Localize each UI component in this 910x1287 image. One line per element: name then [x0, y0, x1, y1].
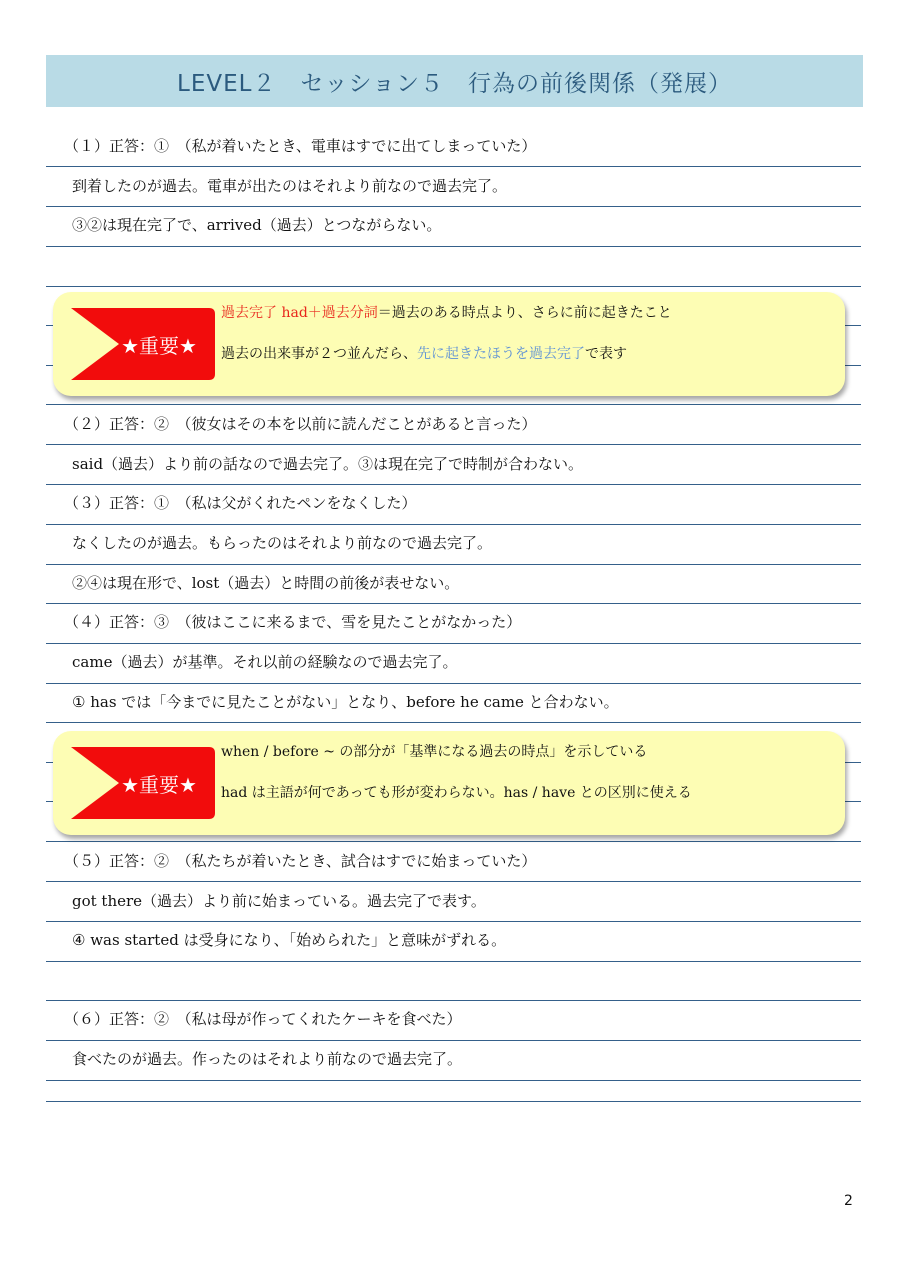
rule-line [46, 1000, 861, 1001]
rule-line [46, 961, 861, 962]
rule-line [46, 1101, 861, 1102]
q3-explanation-1: なくしたのが過去。もらったのはそれより前なので過去完了。 [72, 534, 493, 552]
q1-answer: （１）正答：① （私が着いたとき、電車はすでに出てしまっていた） [64, 137, 537, 155]
q3-explanation-2: ②④は現在形で、lost（過去）と時間の前後が表せない。 [72, 574, 460, 592]
q6-explanation-1: 食べたのが過去。作ったのはそれより前なので過去完了。 [72, 1050, 463, 1068]
q3-answer: （３）正答：① （私は父がくれたペンをなくした） [64, 494, 417, 512]
q2-answer: （２）正答：② （彼女はその本を以前に読んだことがあると言った） [64, 415, 537, 433]
rule-line [46, 643, 861, 644]
q5-explanation-1: got there（過去）より前に始まっている。過去完了で表す。 [72, 892, 486, 910]
rule-line [46, 1040, 861, 1041]
badge-label: ★重要★ [121, 772, 197, 797]
rule-line [46, 841, 861, 842]
rule-line [46, 881, 861, 882]
callout1-line2-end: で表す [585, 346, 627, 362]
callout1-line-1 [221, 304, 672, 322]
q5-explanation-2: ④ was started は受身になり、「始められた」と意味がずれる。 [72, 931, 507, 949]
q2-explanation-1: said（過去）より前の話なので過去完了。③は現在完了で時制が合わない。 [72, 455, 584, 473]
rule-line [46, 564, 861, 565]
rule-line [46, 484, 861, 485]
rule-line [46, 286, 861, 287]
callout1-line2-start: 過去の出来事が２つ並んだら、 [221, 346, 417, 362]
q4-answer: （４）正答：③ （彼はここに来るまで、雪を見たことがなかった） [64, 613, 522, 631]
page-title-bar [46, 55, 863, 107]
rule-line [46, 166, 861, 167]
callout2-line-2: had は主語が何であっても形が変わらない。has / have との区別に使える [221, 785, 692, 801]
rule-line [46, 921, 861, 922]
page-title: LEVEL２ セッション５ 行為の前後関係（発展） [177, 70, 732, 97]
q4-explanation-2: ① has では「今までに見たことがない」となり、before he came と合わない。 [72, 693, 619, 711]
important-badge [67, 308, 215, 380]
rule-line [46, 246, 861, 247]
q6-answer: （６）正答：② （私は母が作ってくれたケーキを食べた） [64, 1010, 462, 1028]
callout1-line1-rest: ＝過去のある時点より、さらに前に起きたこと [377, 305, 672, 321]
rule-line [46, 1080, 861, 1081]
q1-explanation-1: 到着したのが過去。電車が出たのはそれより前なので過去完了。 [72, 177, 508, 195]
q5-answer: （５）正答：② （私たちが着いたとき、試合はすでに始まっていた） [64, 852, 537, 870]
page-number: 2 [844, 1193, 853, 1209]
rule-line [46, 404, 861, 405]
important-callout-2 [53, 731, 845, 835]
rule-line [46, 444, 861, 445]
badge-label: ★重要★ [121, 333, 197, 358]
q1-explanation-2: ③②は現在完了で、arrived（過去）とつながらない。 [72, 216, 442, 234]
rule-line [46, 603, 861, 604]
rule-line [46, 206, 861, 207]
callout1-highlight-red: 過去完了 had＋過去分詞 [221, 305, 378, 321]
callout2-line-1: when / before ~ の部分が「基準になる過去の時点」を示している [221, 744, 648, 760]
rule-line [46, 524, 861, 525]
rule-line [46, 683, 861, 684]
important-callout-1 [53, 292, 845, 396]
callout1-highlight-blue: 先に起きたほうを過去完了 [417, 346, 585, 362]
rule-line [46, 722, 861, 723]
callout1-line-2 [221, 345, 627, 363]
q4-explanation-1: came（過去）が基準。それ以前の経験なので過去完了。 [72, 653, 458, 671]
important-badge [67, 747, 215, 819]
